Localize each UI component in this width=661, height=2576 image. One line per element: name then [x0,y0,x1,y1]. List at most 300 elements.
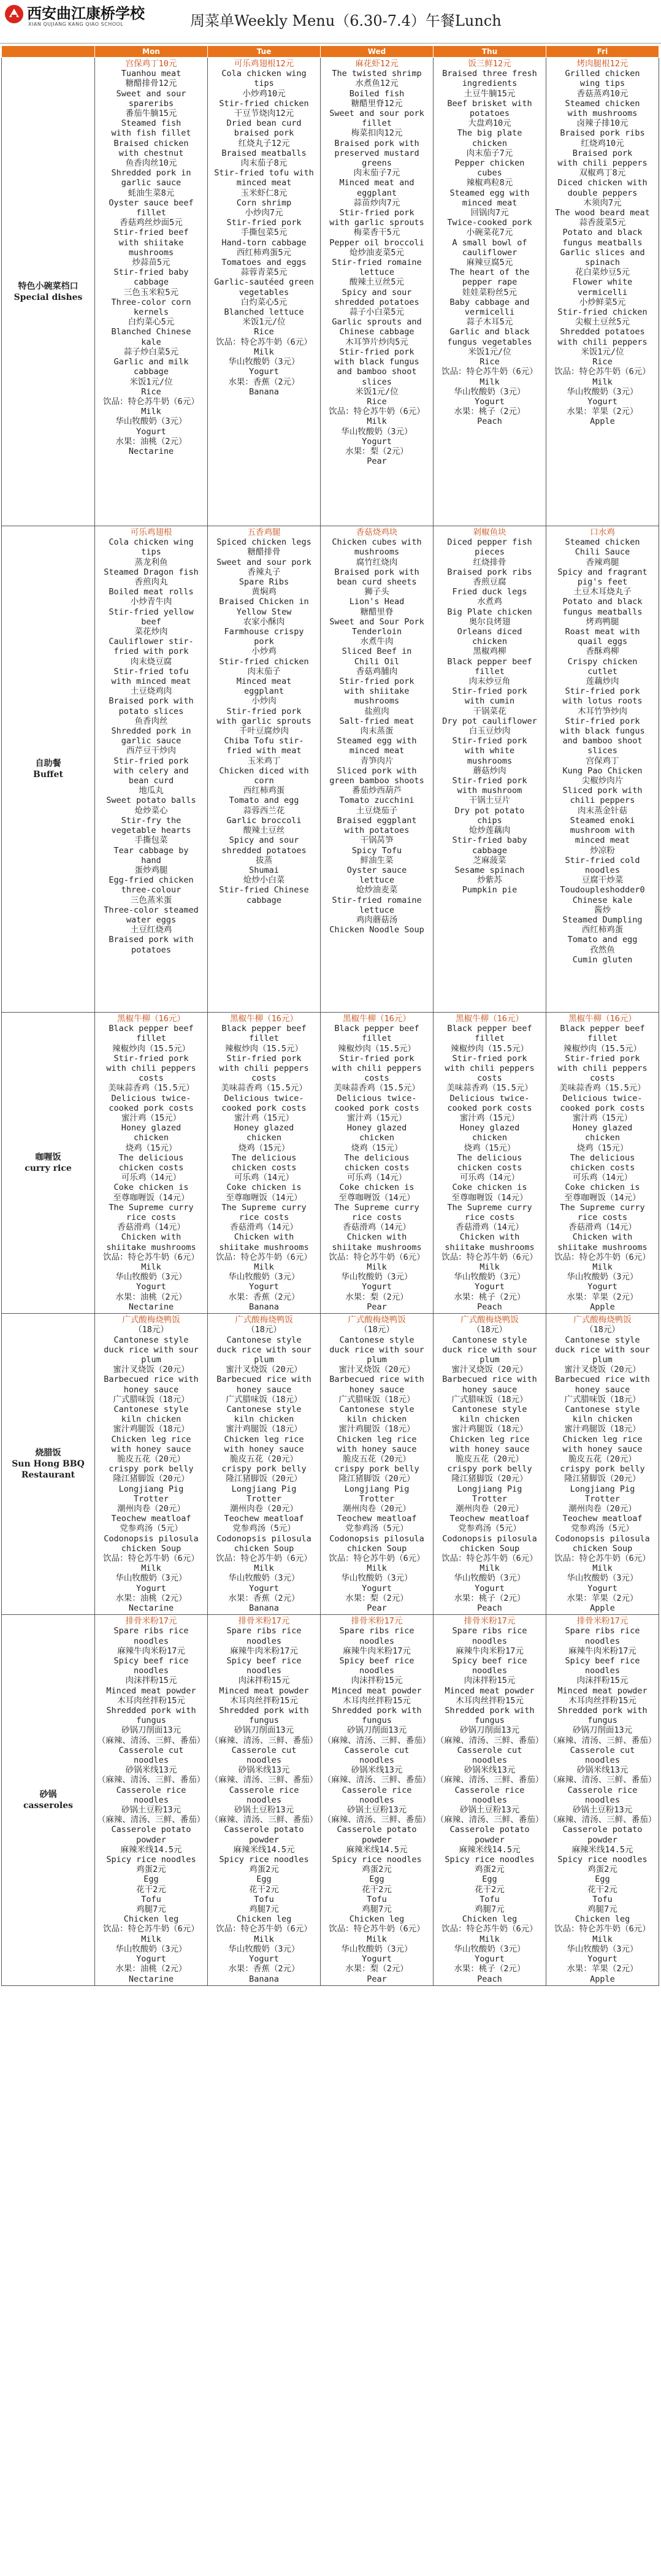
menu-line: costs [477,1073,502,1084]
menu-line: 土豆红烧鸡 [130,925,172,935]
menu-line: spinach [585,258,620,268]
menu-line: Farmhouse crispy [224,627,304,637]
menu-line: Honey glazed [346,1123,407,1133]
menu-line: 美味蒜香鸡（15.5元） [559,1083,646,1094]
menu-line: 香菇蒸鸡10元 [576,88,629,99]
category-cell [2,1013,95,1314]
menu-line: fillet [136,208,166,218]
menu-line: 鸡蛋2元 [136,1865,166,1875]
menu-line: Garlic slices and [560,247,645,258]
menu-line: shredded potatoes [334,297,419,307]
menu-line: Tomato and egg [567,935,638,945]
menu-line: 花干2元 [475,1884,505,1895]
menu-line: The delicious [344,1152,410,1163]
menu-line: 华山牧酸奶（3元） [115,416,187,427]
menu-line: duck rice with sour [104,1344,199,1355]
menu-line: Teochew meatloaf [224,1514,304,1524]
menu-line: 饮品：特仑苏牛奶（6元） [216,1553,312,1563]
menu-line: Casserole potato [337,1825,417,1835]
menu-line: Rice [254,327,274,337]
menu-line: 华山牧酸奶（3元） [567,386,638,397]
menu-line: 砂锅米线13元 [238,1765,290,1776]
menu-line: fungus meatballs [562,607,643,617]
menu-line: spareribs [128,98,174,109]
menu-line: 炝炒油麦菜 [356,885,398,895]
menu-line: 尖椒土豆丝5元 [575,317,630,328]
menu-line: 黑椒牛柳（16元） [230,1014,298,1024]
menu-line: fried with meat [226,746,302,756]
menu-line: ingredients [462,79,518,89]
menu-line: 水果：香蕉（2元） [228,1292,300,1302]
menu-line: with lotus roots [562,696,643,707]
menu-line: with potatoes [344,826,410,836]
menu-line: 西红柿鸡蛋 [581,925,624,935]
menu-cell-fri [546,58,659,526]
menu-line: 小炒肉 [251,696,277,707]
menu-line: Stir-fried pork [339,677,415,687]
menu-line: 华山牧酸奶（3元） [341,1573,413,1584]
menu-line: Chinese kale [572,895,633,905]
menu-line: Cantonese style [452,1335,527,1345]
menu-line: noodles [134,1636,169,1646]
menu-line: 至尊咖喱饭（14元） [564,1192,641,1203]
menu-line: 蒜蓉西兰花 [243,805,285,816]
menu-line: 美味蒜香鸡（15.5元） [221,1083,307,1094]
menu-line: Steamed Dragon fish [104,567,199,577]
menu-line: powder [362,1834,392,1845]
menu-line: 玉米虾仁8元 [240,188,288,198]
menu-line: 辣椒炒肉（15.5元） [337,1043,416,1054]
menu-line: Stir-fried pork [226,218,302,228]
menu-line: Stir-fried chicken [219,98,309,109]
section-row-special-dishes [2,58,659,526]
menu-line: with honey sauce [337,1444,417,1454]
menu-line: Egg [595,1874,610,1885]
menu-line: plum [254,1354,274,1365]
menu-line: cooked pork costs [109,1103,194,1113]
menu-line: 水煮鱼12元 [355,79,399,89]
menu-line: 砂锅米线13元 [351,1765,403,1776]
menu-line: 干锅土豆片 [468,795,511,806]
menu-line: 饮品：特仑苏牛奶（6元） [441,1553,538,1563]
menu-line: 砂锅刀削面13元 [121,1725,181,1736]
menu-line: （18元） [134,1325,169,1335]
menu-line: 华山牧酸奶（3元） [228,1272,300,1282]
menu-line: Yogurt [587,1954,617,1965]
menu-line: Tofu [254,1894,274,1904]
menu-line: The delicious [457,1152,522,1163]
menu-line: 五香鸡腿 [247,527,281,537]
menu-line: double peppers [567,188,638,198]
menu-line: 黄焖鸡 [251,587,277,597]
menu-line: Spicy rice noodles [332,1855,422,1865]
menu-line: Stir-fry the [121,815,181,826]
menu-line: 米饭1元/位 [355,386,399,397]
menu-line: kiln chicken [459,1414,520,1425]
menu-line: Minced meat [236,677,292,687]
menu-line: 辣椒炒肉（15.5元） [563,1043,641,1054]
category-label: Special dishes [13,292,83,302]
menu-line: 梅菜扣肉12元 [351,128,403,139]
menu-line: 砂锅刀削面13元 [572,1725,633,1736]
menu-line: 砂锅刀削面13元 [459,1725,520,1736]
menu-line: 千叶豆腐炒肉 [239,726,289,737]
menu-line: crispy pork belly [334,1464,419,1474]
menu-line: Teochew meatloaf [337,1514,417,1524]
menu-line: （麻辣、清汤、三鲜、番茄） [97,1775,205,1785]
menu-line: Yogurt [136,1282,166,1292]
menu-line: Delicious twice- [449,1093,530,1103]
menu-line: 脆皮五花（20元） [568,1454,636,1464]
menu-line: 蜜汁鸡腿饭（18元） [338,1424,415,1435]
menu-line: Cantonese style [339,1404,415,1414]
menu-line: garlic sauce [121,178,181,188]
menu-line: 蜜汁鸡腿饭（18元） [226,1424,302,1435]
menu-line: Minced meat powder [106,1685,196,1696]
menu-line: Cantonese style [226,1335,302,1345]
menu-line: 广式腊味饭（18元） [113,1394,189,1405]
menu-line: rice costs [351,1213,402,1223]
menu-line: chicken Soup [459,1543,520,1554]
menu-line: Yogurt [249,1282,279,1292]
menu-line: pepper rape [462,277,518,288]
menu-line: fillet [475,666,505,677]
menu-line: 广式酸梅烧鸭饭 [122,1315,180,1325]
menu-line: Steamed egg with [337,736,417,746]
menu-line: Braised pork with [109,935,194,945]
menu-line: Chinese cabbage [339,327,415,337]
menu-cell-wed [321,1615,434,1986]
menu-line: Minced meat and [339,178,415,188]
menu-line: Delicious twice- [224,1093,304,1103]
menu-line: 麻辣米线14.5元 [233,1844,295,1855]
menu-line: Casserole potato [562,1825,643,1835]
menu-line: Pear [367,1974,387,1984]
menu-cell-thu [434,526,546,1013]
menu-line: 花干2元 [587,1884,617,1895]
menu-line: Codonopsis pilosula [104,1533,199,1544]
menu-line: 美味蒜香鸡（15.5元） [334,1083,420,1094]
menu-line: noodles [246,1666,281,1676]
menu-line: shiitake mushrooms [445,1242,535,1252]
menu-line: chicken costs [570,1163,635,1173]
menu-line: （麻辣、清汤、三鲜、番茄） [548,1735,657,1746]
menu-line: chicken [585,1133,620,1143]
menu-line: eggplant [356,188,397,198]
menu-line: 奥尔良烤翅 [468,616,511,627]
menu-line: 饮品：特仑苏牛奶（6元） [103,396,199,407]
menu-line: 肉末茄子7元 [353,168,400,178]
menu-line: 水果：苹果（2元） [567,1593,638,1603]
menu-line: A small bowl of [452,237,527,248]
menu-line: 小炒鸡 [251,646,277,657]
menu-line: 水果：梨（2元） [345,1292,408,1302]
menu-line: hand [141,855,161,865]
menu-line: Oyster sauce beef [109,197,194,208]
menu-line: 花白菜炒豆5元 [575,267,630,278]
menu-line: Stir-fried pork [339,347,415,357]
menu-line: 西红柿鸡蛋5元 [236,247,292,258]
menu-line: kiln chicken [572,1414,633,1425]
menu-line: mushrooms [354,547,400,558]
menu-line: Cantonese style [113,1404,189,1414]
menu-line: Milk [141,1934,161,1944]
menu-line: Braised meatballs [221,148,307,158]
header [0,0,661,44]
menu-line: Three-color steamed [104,905,199,915]
menu-line: 脆皮五花（20元） [230,1454,298,1464]
menu-line: Tofu [592,1894,613,1904]
section-row-bbq [2,1314,659,1615]
menu-line: 水煮牛肉 [360,637,394,647]
menu-line: Milk [592,1262,613,1273]
menu-line: 红烧鸡10元 [581,138,624,148]
menu-line: Codonopsis pilosula [555,1533,650,1544]
menu-line: 麻辣牛肉米粉17元 [568,1646,636,1656]
menu-line: 党参鸡汤（5元） [232,1524,296,1534]
menu-line: 香菇滑鸡（14元） [117,1222,185,1233]
menu-line: The Supreme curry [560,1202,645,1213]
menu-line: 华山牧酸奶（3元） [454,386,525,397]
menu-line: preserved mustard [334,148,419,158]
menu-line: with black fungus [334,357,419,367]
menu-line: green bamboo shoots [329,776,424,786]
menu-line: duck rice with sour [329,1344,424,1355]
menu-line: Shredded pork with [106,1706,196,1716]
menu-cell-tue [208,58,321,526]
menu-line: Casserole rice [342,1785,412,1795]
menu-line: 肉沫拌粉15元 [351,1676,403,1686]
menu-line: with cumin [464,696,515,707]
menu-line: Garlic sprouts and [332,317,422,328]
menu-line: Steamed egg with [449,188,530,198]
menu-line: crispy pork belly [109,1464,194,1474]
category-label: Sun Hong BBQ [12,1459,85,1470]
menu-line: Banana [249,1974,279,1984]
menu-line: Braised eggplant [337,815,417,826]
menu-line: rice costs [239,1213,289,1223]
menu-line: 水果：桃子（2元） [454,1292,525,1302]
menu-line: Black pepper beef [109,1024,194,1034]
menu-line: honey sauce [462,1384,518,1395]
menu-line: 饮品：特仑苏牛奶（6元） [329,1252,425,1262]
menu-line: 水果：苹果（2元） [567,1292,638,1302]
menu-line: 饮品：特仑苏牛奶（6元） [103,1924,199,1934]
menu-line: with garlic sprouts [216,716,311,726]
menu-line: 宫保鸡丁10元 [125,59,177,69]
menu-line: Baby cabbage and [449,297,530,307]
menu-line: 美味蒜香鸡（15.5元） [446,1083,533,1094]
menu-line: with honey sauce [111,1444,191,1454]
menu-line: 烧鸡（15元） [351,1143,403,1153]
menu-line: and bamboo shoot [337,367,417,377]
menu-line: tips [254,79,274,89]
menu-line: noodles [246,1636,281,1646]
menu-line: 饭三鲜12元 [468,59,511,69]
menu-line: with fish fillet [111,128,191,139]
menu-line: Yogurt [249,367,279,377]
menu-line: honey sauce [236,1384,292,1395]
menu-line: 广式腊味饭（18元） [564,1394,641,1405]
menu-line: Barbecued rice with [104,1374,199,1385]
menu-line: Potato and black [562,597,643,607]
menu-line: Black pepper beef [221,1024,307,1034]
menu-cell-wed [321,1314,434,1615]
menu-line: Chili Sauce [575,547,630,558]
menu-line: 农家小酥肉 [243,616,285,627]
menu-line: noodles [359,1755,394,1766]
menu-line: 黑椒牛柳（16元） [117,1014,185,1024]
menu-line: Longjiang Pig [118,1484,184,1494]
menu-line: Braised pork ribs [447,567,532,577]
menu-line: Milk [592,1934,613,1944]
menu-line: 肉末茄子7元 [466,148,513,158]
day-header-wed: Wed [321,46,434,58]
menu-line: Shredded pork with [332,1706,422,1716]
menu-line: Shredded pork in [111,726,191,737]
menu-line: Sweet and sour pork [216,557,311,567]
menu-line: Spicy rice noodles [557,1855,648,1865]
category-label: 自助餐 [35,759,61,769]
menu-line: Longjiang Pig [457,1484,522,1494]
menu-line: 可乐鸡（14元） [459,1173,520,1183]
menu-line: Milk [480,1934,500,1944]
menu-line: Chicken with [572,1232,633,1243]
menu-line: Stir-fried tofu [113,666,189,677]
menu-line: Milk [254,347,274,357]
menu-line: Casserole cut [570,1745,635,1755]
menu-line: Milk [367,1934,387,1944]
menu-line: Yellow Stew [236,607,292,617]
menu-line: Coke chicken is [565,1183,640,1193]
menu-line: 炒紫苏 [477,875,502,886]
menu-line: Milk [592,377,613,387]
menu-line: 麻辣米线14.5元 [120,1844,182,1855]
category-label: Buffet [33,770,63,780]
menu-line: 米饭1元/位 [581,347,624,357]
menu-line: chicken costs [344,1163,410,1173]
menu-line: Pepper chicken [454,158,525,169]
menu-line: 红烧排骨 [473,557,506,567]
menu-line: Chicken with [234,1232,294,1243]
menu-line: lettuce [359,875,394,886]
menu-line: 干锅莴笋 [360,835,394,846]
menu-line: 木须肉7元 [583,197,622,208]
menu-line: plum [480,1354,500,1365]
menu-line: Spare ribs rice [226,1626,302,1636]
menu-line: Boiled fish [349,88,405,99]
menu-line: Shredded pork with [557,1706,648,1716]
menu-line: with shiitake [118,237,184,248]
menu-line: 饮品：特仑苏牛奶（6元） [103,1553,199,1563]
category-cell [2,1314,95,1615]
menu-line: 水果：香蕉（2元） [228,1964,300,1974]
menu-line: 华山牧酸奶（3元） [567,1573,638,1584]
category-label: 咖喱饭 [35,1152,61,1163]
menu-line: 鸡腿7元 [136,1904,166,1915]
menu-line: Minced meat powder [219,1685,309,1696]
menu-line: with garlic sprouts [329,218,424,228]
menu-line: 土豆烧鸡肉 [130,686,172,697]
menu-line: mushrooms [128,247,174,258]
menu-line: Peach [477,1301,502,1312]
menu-line: 华山牧酸奶（3元） [454,1573,525,1584]
menu-line: 干豆节烧肉12元 [234,109,294,119]
menu-line: 番茄牛腩15元 [125,109,177,119]
menu-line: 砂锅土豆粉13元 [459,1805,520,1815]
menu-line: cooked pork costs [334,1103,419,1113]
menu-line: 手撕包菜 [134,835,168,846]
menu-cell-mon [95,526,208,1013]
menu-line: cauliflower [462,247,518,258]
menu-line: （18元） [246,1325,281,1335]
menu-line: with celery and [113,765,189,776]
menu-line: noodles [585,1795,620,1805]
menu-line: Milk [592,1563,613,1574]
menu-line: Spare ribs rice [113,1626,189,1636]
menu-line: noodles [472,1755,507,1766]
menu-line: Milk [480,377,500,387]
menu-line: 华山牧酸奶（3元） [228,1573,300,1584]
menu-line: 水果：梨（2元） [345,1964,408,1974]
menu-line: plum [367,1354,387,1365]
menu-line: 水果：油桃（2元） [115,1964,187,1974]
category-label: 烧腊饭 [35,1448,61,1459]
category-cell [2,1615,95,1986]
menu-line: 小炒青牛肉 [130,597,172,607]
menu-line: Rice [367,396,387,407]
menu-line: Yogurt [136,426,166,437]
menu-line: 蚝油生菜8元 [128,188,175,198]
menu-line: duck rice with sour [442,1344,537,1355]
menu-line: 莲藕炒肉 [586,677,619,687]
menu-line: 肉沫拌粉15元 [464,1676,516,1686]
menu-line: Spicy and sour [229,835,299,846]
menu-line: 辣椒炒肉（15.5元） [224,1043,303,1054]
menu-cell-tue [208,1615,321,1986]
menu-line: Flower white [572,277,633,288]
menu-line: 木耳笋片炒肉5元 [345,337,408,347]
menu-line: The delicious [118,1152,184,1163]
menu-line: 拔蒸 [256,855,272,865]
menu-line: 饮品：特仑苏牛奶（6元） [329,1924,425,1934]
menu-line: Rice [141,386,161,397]
menu-line: Honey glazed [459,1123,520,1133]
menu-line: The Supreme curry [109,1202,194,1213]
menu-line: Spicy beef rice [339,1656,415,1666]
menu-line: kiln chicken [121,1414,181,1425]
menu-line: Spare ribs rice [565,1626,640,1636]
menu-line: fried with pork [113,646,189,657]
menu-line: Coke chicken is [113,1183,189,1193]
menu-line: 麻辣米线14.5元 [571,1844,633,1855]
school-logo-icon [4,4,25,25]
menu-line: 水煮鸡 [477,597,502,607]
menu-line: 砂锅刀削面13元 [234,1725,294,1736]
menu-line: Grilled chicken [565,69,640,79]
menu-line: 广式酸梅烧鸭饭 [235,1315,293,1325]
menu-line: Yogurt [475,1282,505,1292]
menu-line: pieces [475,547,505,558]
menu-line: （18元） [585,1325,620,1335]
menu-line: three-colour [121,885,181,895]
menu-line: fillet [136,1033,166,1044]
menu-line: 木耳竹笋炒肉 [578,706,627,716]
menu-line: braised pork [234,128,294,139]
menu-line: Toudoupleshodder0 [560,885,645,895]
menu-line: fungus [587,1715,617,1726]
menu-line: Banana [249,1301,279,1312]
